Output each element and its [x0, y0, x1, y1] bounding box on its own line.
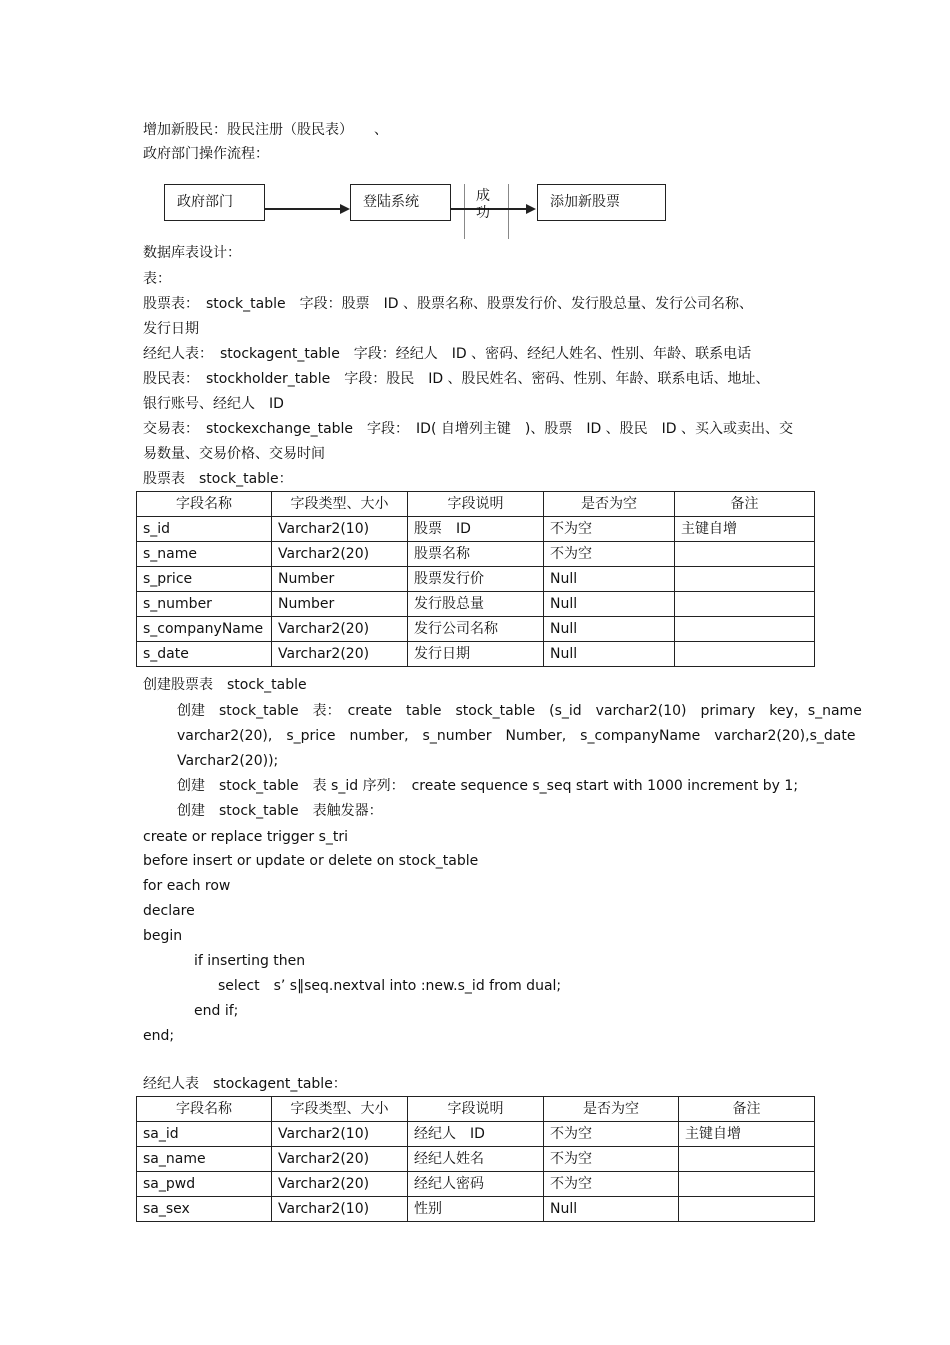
table-cell: Null [544, 1197, 679, 1222]
table-cell: Varchar2(20) [272, 1172, 408, 1197]
intro-line-1: 增加新股民：股民注册（股民表） 、 [143, 122, 388, 138]
table-cell: sa_id [137, 1122, 272, 1147]
tables-label: 表： [143, 271, 171, 287]
table-cell: sa_pwd [137, 1172, 272, 1197]
table-cell: Null [544, 642, 675, 667]
code-line: declare [143, 903, 195, 919]
table-row [137, 1172, 815, 1197]
table-row [137, 567, 815, 592]
stock-table-desc-2: 发行日期 [143, 321, 199, 337]
code-line: begin [143, 928, 183, 944]
table-cell: Varchar2(20) [272, 542, 408, 567]
intro-line-2: 政府部门操作流程： [143, 146, 269, 162]
table-cell: 不为空 [544, 542, 675, 567]
table-row [137, 642, 815, 667]
table-row [137, 1147, 815, 1172]
table-cell: 发行日期 [408, 642, 544, 667]
code-line: end if; [194, 1003, 239, 1019]
table-cell: s_name [137, 542, 272, 567]
create-sql-line-1: 创建 stock_table 表： create table stock_table (s_id varchar2(10) primary key，s_name [177, 703, 862, 719]
header-cell: 字段类型、大小 [272, 1097, 408, 1122]
header-cell: 字段说明 [408, 492, 544, 517]
table-cell: s_id [137, 517, 272, 542]
flow-arrow-1-head [340, 204, 350, 214]
table-cell: sa_name [137, 1147, 272, 1172]
table-row [137, 617, 815, 642]
agent-table-caption: 经纪人表 stockagent_table： [143, 1076, 347, 1092]
header-cell: 备注 [679, 1097, 815, 1122]
holder-table-desc-2: 银行账号、经纪人 ID [143, 396, 284, 412]
table-cell: 性别 [408, 1197, 544, 1222]
stock-table-caption: 股票表 stock_table： [143, 471, 293, 487]
table-cell [679, 1147, 815, 1172]
flow-arrow-1 [265, 208, 340, 210]
table-cell: Varchar2(10) [272, 1122, 408, 1147]
table-cell [675, 642, 815, 667]
table-cell [679, 1172, 815, 1197]
header-cell: 是否为空 [544, 492, 675, 517]
table-cell: Varchar2(10) [272, 1197, 408, 1222]
code-line: create or replace trigger s_tri [143, 829, 348, 845]
flow-box-login: 登陆系统 [350, 184, 451, 221]
table-cell: 发行公司名称 [408, 617, 544, 642]
table-cell: 不为空 [544, 517, 675, 542]
create-heading: 创建股票表 stock_table [143, 677, 307, 693]
table-cell [675, 542, 815, 567]
flow-box-add-stock: 添加新股票 [537, 184, 666, 221]
flow-divider-left [464, 184, 465, 239]
agent-table [136, 1096, 815, 1222]
design-heading: 数据库表设计： [143, 245, 241, 261]
table-cell: Varchar2(20) [272, 1147, 408, 1172]
header-cell: 字段名称 [137, 1097, 272, 1122]
table-cell: Null [544, 617, 675, 642]
table-cell: Number [272, 592, 408, 617]
table-cell: s_price [137, 567, 272, 592]
table-cell: Varchar2(10) [272, 517, 408, 542]
table-cell: 不为空 [544, 1147, 679, 1172]
table-cell [675, 592, 815, 617]
header-cell: 字段说明 [408, 1097, 544, 1122]
table-row [137, 1122, 815, 1147]
header-cell: 字段类型、大小 [272, 492, 408, 517]
table-row [137, 592, 815, 617]
table-cell [679, 1197, 815, 1222]
table-cell: s_companyName [137, 617, 272, 642]
create-sequence-line: 创建 stock_table 表 s_id 序列： create sequence s_seq start with 1000 increment by 1; [177, 778, 799, 794]
table-cell: Varchar2(20) [272, 617, 408, 642]
flow-divider-right [508, 184, 509, 239]
table-cell: 股票 ID [408, 517, 544, 542]
flow-box-government: 政府部门 [164, 184, 265, 221]
table-cell: Null [544, 567, 675, 592]
table-cell: 发行股总量 [408, 592, 544, 617]
stock-table-desc-1: 股票表： stock_table 字段：股票 ID 、股票名称、股票发行价、发行股总量、发行公司名称、 [143, 296, 753, 312]
code-line: for each row [143, 878, 231, 894]
table-cell: 不为空 [544, 1172, 679, 1197]
table-cell: 股票名称 [408, 542, 544, 567]
code-line: before insert or update or delete on stock_table [143, 853, 479, 869]
code-line: if inserting then [194, 953, 306, 969]
stock-table-header [137, 492, 815, 517]
flow-label-success-1: 成 [476, 188, 490, 204]
exchange-table-desc-2: 易数量、交易价格、交易时间 [143, 446, 325, 462]
table-cell: s_date [137, 642, 272, 667]
table-cell: 经纪人姓名 [408, 1147, 544, 1172]
create-trigger-line: 创建 stock_table 表触发器： [177, 803, 383, 819]
flow-arrow-2-head [526, 204, 536, 214]
table-cell: 主键自增 [675, 517, 815, 542]
stock-table [136, 491, 815, 667]
table-cell: s_number [137, 592, 272, 617]
table-cell: Number [272, 567, 408, 592]
create-sql-line-2: varchar2(20), s_price number, s_number Number, s_companyName varchar2(20),s_date [177, 728, 856, 744]
table-cell [675, 567, 815, 592]
header-cell: 是否为空 [544, 1097, 679, 1122]
flow-label-success-2: 功 [476, 205, 490, 221]
table-cell: 经纪人 ID [408, 1122, 544, 1147]
exchange-table-desc-1: 交易表： stockexchange_table 字段： ID( 自增列主键 )、股票 ID 、股民 ID 、买入或卖出、交 [143, 421, 794, 437]
table-cell: 经纪人密码 [408, 1172, 544, 1197]
table-cell: Null [544, 592, 675, 617]
table-cell: 不为空 [544, 1122, 679, 1147]
header-cell: 备注 [675, 492, 815, 517]
table-cell: sa_sex [137, 1197, 272, 1222]
agent-table-header [137, 1097, 815, 1122]
holder-table-desc-1: 股民表： stockholder_table 字段：股民 ID 、股民姓名、密码、性别、年龄、联系电话、地址、 [143, 371, 770, 387]
agent-table-desc: 经纪人表： stockagent_table 字段：经纪人 ID 、密码、经纪人姓名、性别、年龄、联系电话 [143, 346, 752, 362]
table-cell [675, 617, 815, 642]
table-row [137, 517, 815, 542]
code-line: select s’ s‖seq.nextval into :new.s_id from dual; [218, 978, 562, 994]
table-cell: 股票发行价 [408, 567, 544, 592]
table-cell: 主键自增 [679, 1122, 815, 1147]
header-cell: 字段名称 [137, 492, 272, 517]
code-line: end; [143, 1028, 175, 1044]
table-row [137, 542, 815, 567]
create-sql-line-3: Varchar2(20)); [177, 753, 279, 769]
table-row [137, 1197, 815, 1222]
table-cell: Varchar2(20) [272, 642, 408, 667]
